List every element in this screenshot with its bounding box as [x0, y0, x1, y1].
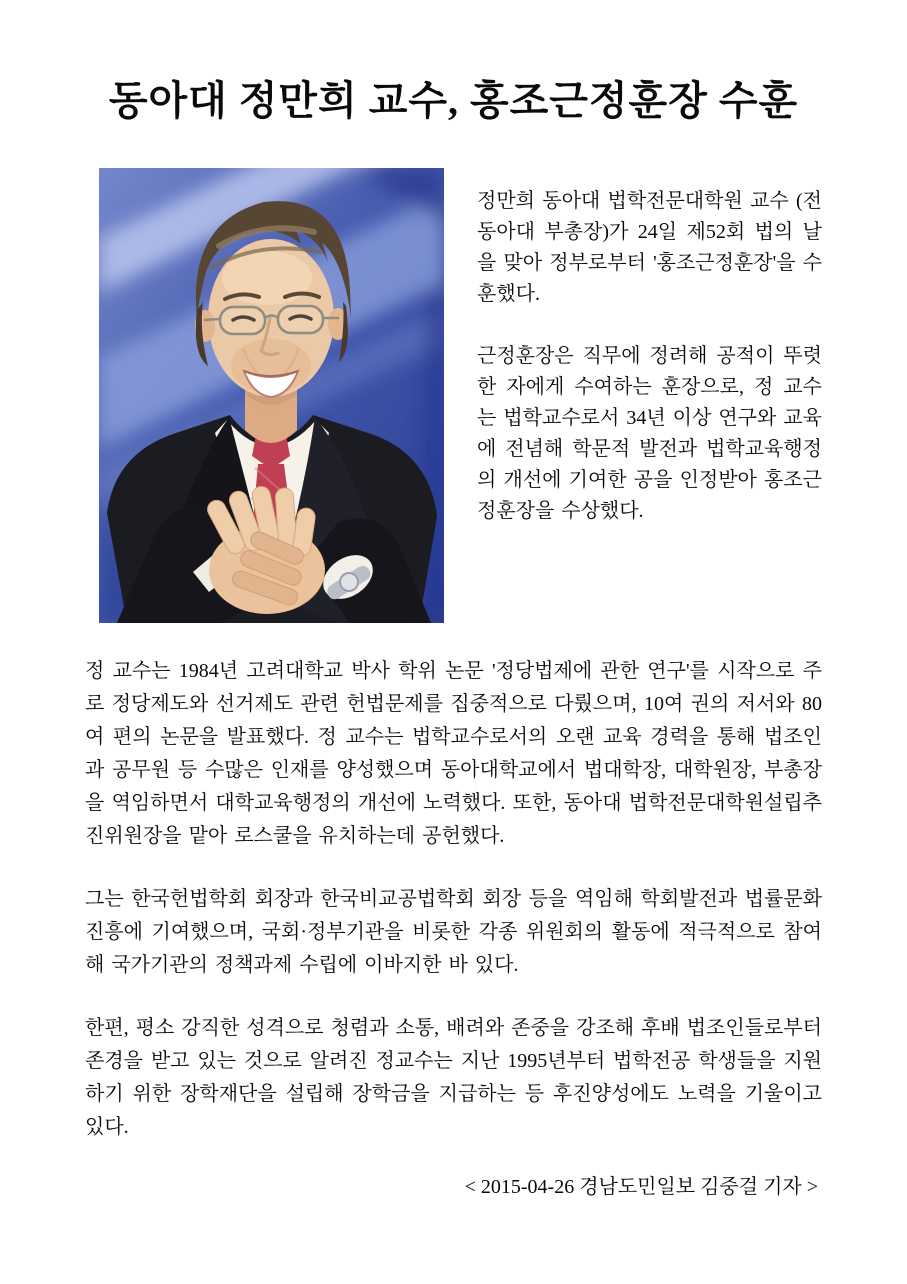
byline: < 2015-04-26 경남도민일보 김중걸 기자 > — [464, 1176, 818, 1198]
portrait-illustration — [99, 168, 444, 623]
article-title: 동아대 정만희 교수, 홍조근정훈장 수훈 — [108, 78, 799, 123]
body-paragraph-3: 한편, 평소 강직한 성격으로 청렴과 소통, 배려와 존중을 강조해 후배 법조인들로부터 존경을 받고 있는 것으로 알려진 정교수는 지난 1995년부터 법학전공 학생들을 지원하기 위한 장학재단을 설립해 장학금을 지급하는 등 후진양성에도 노력을 기울이고 있다. — [85, 1017, 822, 1138]
lead-paragraph-2: 근정훈장은 직무에 정려해 공적이 뚜렷한 자에게 수여하는 훈장으로, 정 교수는 법학교수로서 34년 이상 연구와 교육에 전념해 학문적 발전과 법학교육행정의 개선에 기여한 공을 인정받아 홍조근정훈장을 수상했다. — [477, 345, 822, 522]
lead-section — [85, 168, 822, 623]
lead-paragraph-1: 정만희 동아대 법학전문대학원 교수 (전 동아대 부총장)가 24일 제52회 법의 날을 맞아 정부로부터 '홍조근정훈장'을 수훈했다. — [477, 190, 822, 305]
professor-portrait-photo — [99, 168, 444, 623]
body-paragraph-1: 정 교수는 1984년 고려대학교 박사 학위 논문 '정당법제에 관한 연구'를 시작으로 주로 정당제도와 선거제도 관련 헌법문제를 집중적으로 다뤘으며, 10여 권의 저서와 80여 편의 논문을 발표했다. 정 교수는 법학교수로서의 오랜 교육 경력을 통해 법조인과 공무원 등 수많은 인재를 양성했으며 동아대학교에서 법대학장, 대학원장, 부총장을 역임하면서 대학교육행정의 개선에 노력했다. 또한, 동아대 법학전문대학원설립추진위원장을 맡아 로스쿨을 유치하는데 공헌했다. — [85, 660, 822, 847]
lead-paragraphs — [477, 168, 822, 527]
body-paragraph-2: 그는 한국헌법학회 회장과 한국비교공법학회 회장 등을 역임해 학회발전과 법률문화 진흥에 기여했으며, 국회·정부기관을 비롯한 각종 위원회의 활동에 적극적으로 참여해 국가기관의 정책과제 수립에 이바지한 바 있다. — [85, 888, 822, 976]
